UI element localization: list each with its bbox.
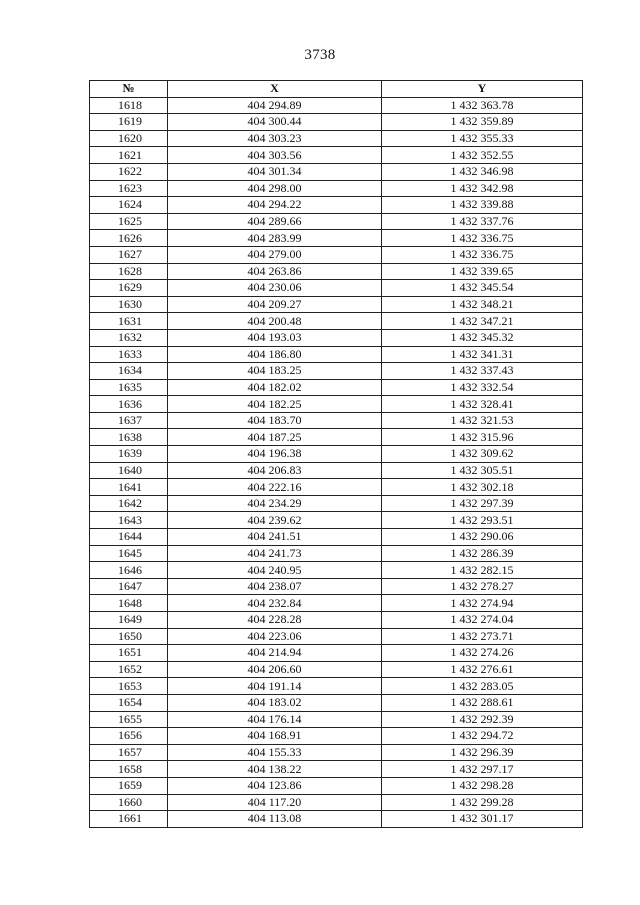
point-number-cell: 1631 — [90, 313, 168, 330]
point-number-cell: 1629 — [90, 280, 168, 297]
point-number-cell: 1638 — [90, 429, 168, 446]
point-number-cell: 1628 — [90, 263, 168, 280]
x-coordinate-cell: 404 241.51 — [168, 529, 382, 546]
point-number-cell: 1643 — [90, 512, 168, 529]
header-number: № — [90, 81, 168, 98]
y-coordinate-cell: 1 432 337.43 — [382, 363, 583, 380]
y-coordinate-cell: 1 432 342.98 — [382, 180, 583, 197]
y-coordinate-cell: 1 432 341.31 — [382, 346, 583, 363]
point-number-cell: 1660 — [90, 794, 168, 811]
y-coordinate-cell: 1 432 274.94 — [382, 595, 583, 612]
y-coordinate-cell: 1 432 294.72 — [382, 728, 583, 745]
x-coordinate-cell: 404 168.91 — [168, 728, 382, 745]
table-row — [90, 396, 583, 413]
y-coordinate-cell: 1 432 345.54 — [382, 280, 583, 297]
coordinates-table — [89, 80, 583, 828]
table-header — [90, 81, 583, 98]
point-number-cell: 1635 — [90, 379, 168, 396]
point-number-cell: 1634 — [90, 363, 168, 380]
y-coordinate-cell: 1 432 276.61 — [382, 661, 583, 678]
table-body — [90, 97, 583, 827]
page-number: 3738 — [304, 47, 336, 63]
x-coordinate-cell: 404 223.06 — [168, 628, 382, 645]
x-coordinate-cell: 404 113.08 — [168, 811, 382, 828]
point-number-cell: 1649 — [90, 612, 168, 629]
table-row — [90, 147, 583, 164]
point-number-cell: 1640 — [90, 462, 168, 479]
x-coordinate-cell: 404 303.56 — [168, 147, 382, 164]
table-row — [90, 761, 583, 778]
point-number-cell: 1618 — [90, 97, 168, 114]
y-coordinate-cell: 1 432 297.17 — [382, 761, 583, 778]
y-coordinate-cell: 1 432 336.75 — [382, 246, 583, 263]
header-y: Y — [382, 81, 583, 98]
table-row — [90, 263, 583, 280]
x-coordinate-cell: 404 241.73 — [168, 545, 382, 562]
x-coordinate-cell: 404 298.00 — [168, 180, 382, 197]
x-coordinate-cell: 404 294.89 — [168, 97, 382, 114]
x-coordinate-cell: 404 186.80 — [168, 346, 382, 363]
point-number-cell: 1637 — [90, 412, 168, 429]
x-coordinate-cell: 404 301.34 — [168, 163, 382, 180]
x-coordinate-cell: 404 206.60 — [168, 661, 382, 678]
y-coordinate-cell: 1 432 273.71 — [382, 628, 583, 645]
y-coordinate-cell: 1 432 298.28 — [382, 777, 583, 794]
y-coordinate-cell: 1 432 282.15 — [382, 562, 583, 579]
table-row — [90, 545, 583, 562]
y-coordinate-cell: 1 432 274.04 — [382, 612, 583, 629]
point-number-cell: 1622 — [90, 163, 168, 180]
x-coordinate-cell: 404 187.25 — [168, 429, 382, 446]
y-coordinate-cell: 1 432 359.89 — [382, 114, 583, 131]
y-coordinate-cell: 1 432 339.88 — [382, 197, 583, 214]
point-number-cell: 1620 — [90, 130, 168, 147]
point-number-cell: 1648 — [90, 595, 168, 612]
x-coordinate-cell: 404 222.16 — [168, 479, 382, 496]
y-coordinate-cell: 1 432 315.96 — [382, 429, 583, 446]
table-row — [90, 529, 583, 546]
x-coordinate-cell: 404 289.66 — [168, 213, 382, 230]
y-coordinate-cell: 1 432 299.28 — [382, 794, 583, 811]
table-row — [90, 329, 583, 346]
x-coordinate-cell: 404 279.00 — [168, 246, 382, 263]
table-row — [90, 230, 583, 247]
y-coordinate-cell: 1 432 332.54 — [382, 379, 583, 396]
y-coordinate-cell: 1 432 305.51 — [382, 462, 583, 479]
x-coordinate-cell: 404 200.48 — [168, 313, 382, 330]
x-coordinate-cell: 404 263.86 — [168, 263, 382, 280]
table-row — [90, 711, 583, 728]
table-row — [90, 130, 583, 147]
table-row — [90, 346, 583, 363]
table-row — [90, 495, 583, 512]
y-coordinate-cell: 1 432 345.32 — [382, 329, 583, 346]
x-coordinate-cell: 404 117.20 — [168, 794, 382, 811]
table-row — [90, 97, 583, 114]
y-coordinate-cell: 1 432 274.26 — [382, 645, 583, 662]
y-coordinate-cell: 1 432 293.51 — [382, 512, 583, 529]
x-coordinate-cell: 404 182.25 — [168, 396, 382, 413]
x-coordinate-cell: 404 228.28 — [168, 612, 382, 629]
x-coordinate-cell: 404 206.83 — [168, 462, 382, 479]
table-row — [90, 479, 583, 496]
table-row — [90, 612, 583, 629]
header-x: X — [168, 81, 382, 98]
table-row — [90, 246, 583, 263]
table-row — [90, 163, 583, 180]
x-coordinate-cell: 404 239.62 — [168, 512, 382, 529]
table-row — [90, 728, 583, 745]
table-row — [90, 197, 583, 214]
y-coordinate-cell: 1 432 297.39 — [382, 495, 583, 512]
y-coordinate-cell: 1 432 352.55 — [382, 147, 583, 164]
y-coordinate-cell: 1 432 355.33 — [382, 130, 583, 147]
x-coordinate-cell: 404 138.22 — [168, 761, 382, 778]
point-number-cell: 1645 — [90, 545, 168, 562]
y-coordinate-cell: 1 432 290.06 — [382, 529, 583, 546]
point-number-cell: 1654 — [90, 694, 168, 711]
point-number-cell: 1661 — [90, 811, 168, 828]
point-number-cell: 1641 — [90, 479, 168, 496]
y-coordinate-cell: 1 432 347.21 — [382, 313, 583, 330]
point-number-cell: 1659 — [90, 777, 168, 794]
x-coordinate-cell: 404 155.33 — [168, 744, 382, 761]
y-coordinate-cell: 1 432 286.39 — [382, 545, 583, 562]
table-row — [90, 777, 583, 794]
point-number-cell: 1653 — [90, 678, 168, 695]
point-number-cell: 1657 — [90, 744, 168, 761]
table-row — [90, 213, 583, 230]
point-number-cell: 1652 — [90, 661, 168, 678]
x-coordinate-cell: 404 238.07 — [168, 578, 382, 595]
x-coordinate-cell: 404 196.38 — [168, 446, 382, 463]
point-number-cell: 1624 — [90, 197, 168, 214]
x-coordinate-cell: 404 209.27 — [168, 296, 382, 313]
table-row — [90, 313, 583, 330]
table-row — [90, 296, 583, 313]
x-coordinate-cell: 404 230.06 — [168, 280, 382, 297]
x-coordinate-cell: 404 300.44 — [168, 114, 382, 131]
point-number-cell: 1656 — [90, 728, 168, 745]
table-row — [90, 744, 583, 761]
x-coordinate-cell: 404 191.14 — [168, 678, 382, 695]
y-coordinate-cell: 1 432 301.17 — [382, 811, 583, 828]
point-number-cell: 1650 — [90, 628, 168, 645]
y-coordinate-cell: 1 432 336.75 — [382, 230, 583, 247]
table-row — [90, 363, 583, 380]
x-coordinate-cell: 404 123.86 — [168, 777, 382, 794]
y-coordinate-cell: 1 432 339.65 — [382, 263, 583, 280]
table-row — [90, 114, 583, 131]
x-coordinate-cell: 404 303.23 — [168, 130, 382, 147]
table-row — [90, 678, 583, 695]
y-coordinate-cell: 1 432 292.39 — [382, 711, 583, 728]
point-number-cell: 1632 — [90, 329, 168, 346]
point-number-cell: 1621 — [90, 147, 168, 164]
x-coordinate-cell: 404 283.99 — [168, 230, 382, 247]
point-number-cell: 1658 — [90, 761, 168, 778]
table-row — [90, 595, 583, 612]
y-coordinate-cell: 1 432 346.98 — [382, 163, 583, 180]
point-number-cell: 1623 — [90, 180, 168, 197]
y-coordinate-cell: 1 432 348.21 — [382, 296, 583, 313]
y-coordinate-cell: 1 432 296.39 — [382, 744, 583, 761]
x-coordinate-cell: 404 183.25 — [168, 363, 382, 380]
point-number-cell: 1655 — [90, 711, 168, 728]
x-coordinate-cell: 404 214.94 — [168, 645, 382, 662]
point-number-cell: 1639 — [90, 446, 168, 463]
point-number-cell: 1636 — [90, 396, 168, 413]
table-row — [90, 628, 583, 645]
x-coordinate-cell: 404 294.22 — [168, 197, 382, 214]
point-number-cell: 1625 — [90, 213, 168, 230]
table-row — [90, 280, 583, 297]
y-coordinate-cell: 1 432 278.27 — [382, 578, 583, 595]
point-number-cell: 1627 — [90, 246, 168, 263]
x-coordinate-cell: 404 176.14 — [168, 711, 382, 728]
x-coordinate-cell: 404 234.29 — [168, 495, 382, 512]
header-row — [90, 81, 583, 98]
table-row — [90, 578, 583, 595]
table-row — [90, 446, 583, 463]
point-number-cell: 1646 — [90, 562, 168, 579]
point-number-cell: 1647 — [90, 578, 168, 595]
y-coordinate-cell: 1 432 302.18 — [382, 479, 583, 496]
point-number-cell: 1651 — [90, 645, 168, 662]
table-row — [90, 694, 583, 711]
point-number-cell: 1644 — [90, 529, 168, 546]
y-coordinate-cell: 1 432 309.62 — [382, 446, 583, 463]
point-number-cell: 1642 — [90, 495, 168, 512]
y-coordinate-cell: 1 432 288.61 — [382, 694, 583, 711]
table-row — [90, 645, 583, 662]
table-row — [90, 512, 583, 529]
x-coordinate-cell: 404 240.95 — [168, 562, 382, 579]
y-coordinate-cell: 1 432 337.76 — [382, 213, 583, 230]
table-row — [90, 180, 583, 197]
x-coordinate-cell: 404 232.84 — [168, 595, 382, 612]
table-row — [90, 379, 583, 396]
x-coordinate-cell: 404 182.02 — [168, 379, 382, 396]
y-coordinate-cell: 1 432 363.78 — [382, 97, 583, 114]
point-number-cell: 1619 — [90, 114, 168, 131]
table-row — [90, 661, 583, 678]
point-number-cell: 1633 — [90, 346, 168, 363]
table-row — [90, 412, 583, 429]
table-row — [90, 429, 583, 446]
x-coordinate-cell: 404 183.70 — [168, 412, 382, 429]
point-number-cell: 1626 — [90, 230, 168, 247]
table-row — [90, 811, 583, 828]
table-row — [90, 562, 583, 579]
point-number-cell: 1630 — [90, 296, 168, 313]
x-coordinate-cell: 404 193.03 — [168, 329, 382, 346]
x-coordinate-cell: 404 183.02 — [168, 694, 382, 711]
y-coordinate-cell: 1 432 321.53 — [382, 412, 583, 429]
table-row — [90, 462, 583, 479]
y-coordinate-cell: 1 432 328.41 — [382, 396, 583, 413]
table-row — [90, 794, 583, 811]
y-coordinate-cell: 1 432 283.05 — [382, 678, 583, 695]
